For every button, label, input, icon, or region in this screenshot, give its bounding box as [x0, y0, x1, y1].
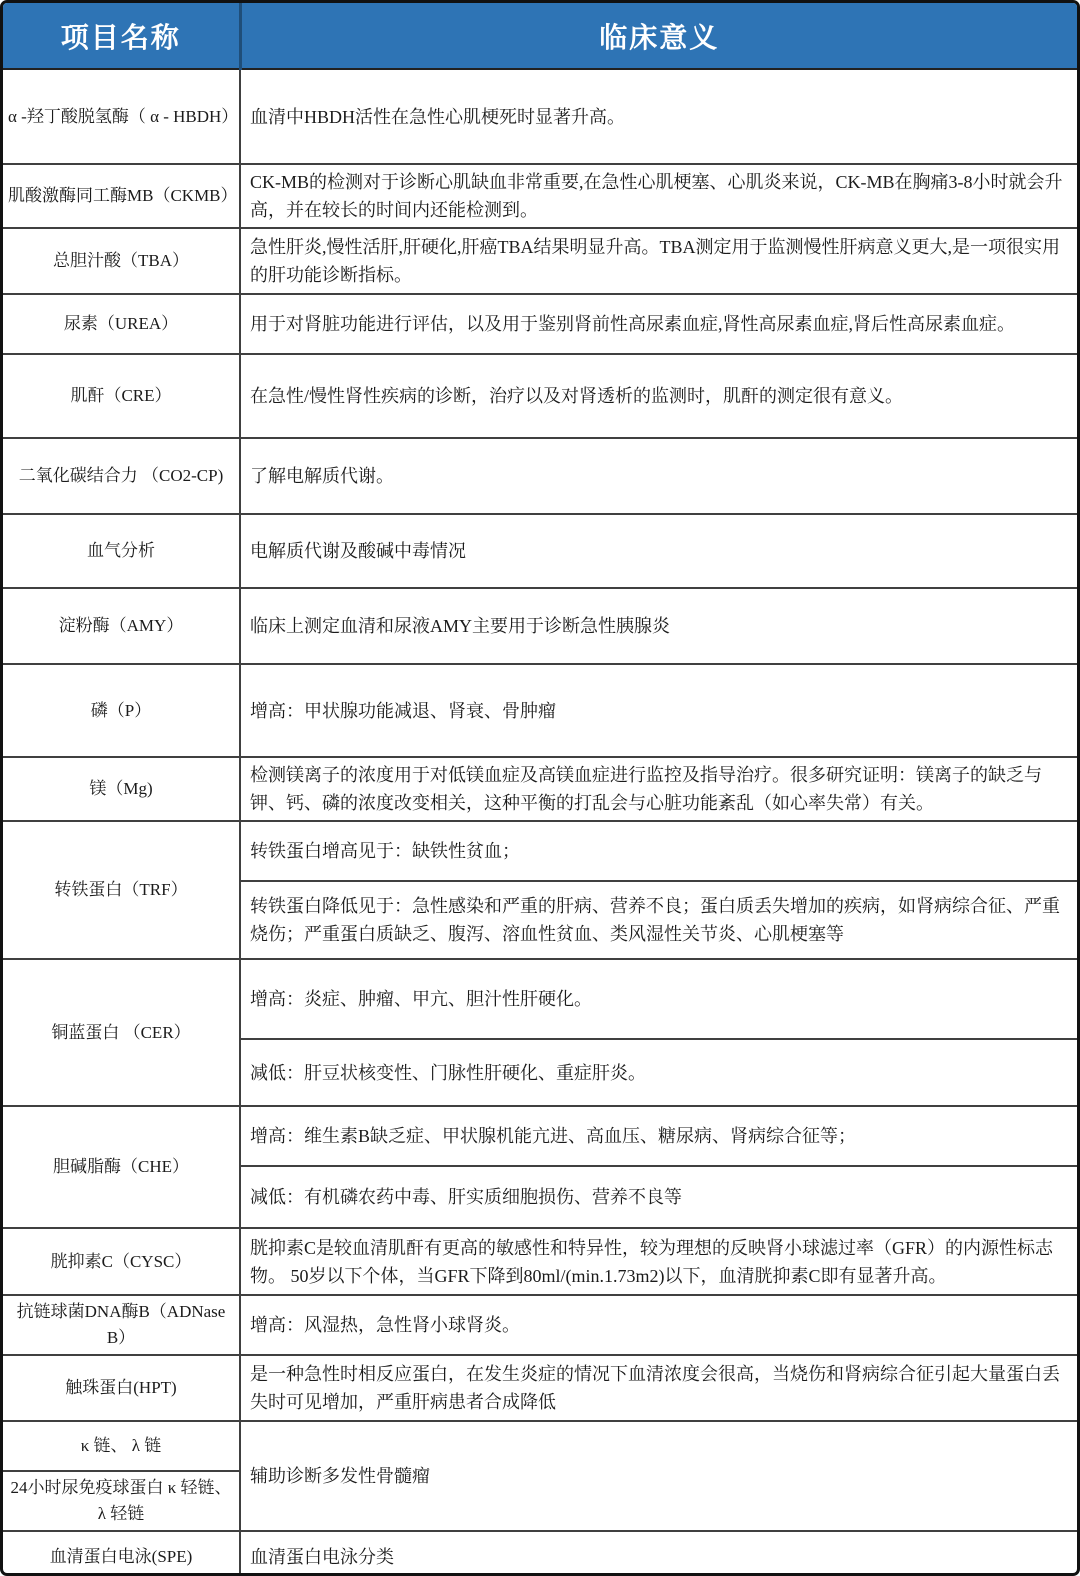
clinical-significance-cell: 转铁蛋白增高见于：缺铁性贫血；: [240, 821, 1077, 881]
table-row-tba: [3, 228, 1077, 294]
lab-test-table: [3, 3, 1077, 1576]
clinical-significance-cell: CK-MB的检测对于诊断心肌缺血非常重要,在急性心肌梗塞、心肌炎来说，CK-MB在胸痛3-8小时就会升高，并在较长的时间内还能检测到。: [240, 164, 1077, 228]
table-header-row: [3, 3, 1077, 69]
table-row-urea: [3, 294, 1077, 354]
item-name-cell: κ 链、 λ 链: [3, 1421, 240, 1471]
table-row-che-increase: [3, 1106, 1077, 1166]
clinical-significance-cell: 增高：风湿热，急性肾小球肾炎。: [240, 1295, 1077, 1355]
clinical-significance-cell: 急性肝炎,慢性活肝,肝硬化,肝癌TBA结果明显升高。TBA测定用于监测慢性肝病意义更大,是一项很实用的肝功能诊断指标。: [240, 228, 1077, 294]
clinical-significance-cell: 增高：维生素B缺乏症、甲状腺机能亢进、高血压、糖尿病、肾病综合征等；: [240, 1106, 1077, 1166]
clinical-significance-cell: 检测镁离子的浓度用于对低镁血症及高镁血症进行监控及指导治疗。很多研究证明：镁离子的缺乏与钾、钙、磷的浓度改变相关，这种平衡的打乱会与心脏功能紊乱（如心率失常）有关。: [240, 757, 1077, 821]
table-row-kappa-lambda: [3, 1421, 1077, 1471]
item-name-cell: 二氧化碳结合力 （CO2-CP): [3, 438, 240, 514]
clinical-significance-cell: 临床上测定血清和尿液AMY主要用于诊断急性胰腺炎: [240, 588, 1077, 664]
table-row-blood-gas: [3, 514, 1077, 588]
table-row-hbdh: [3, 69, 1077, 164]
clinical-significance-cell: 转铁蛋白降低见于：急性感染和严重的肝病、营养不良；蛋白质丢失增加的疾病，如肾病综合征、严重烧伤；严重蛋白质缺乏、腹泻、溶血性贫血、类风湿性关节炎、心肌梗塞等: [240, 881, 1077, 959]
item-name-cell: 磷（P）: [3, 664, 240, 757]
table-row-amy: [3, 588, 1077, 664]
column-header-clinical-significance: 临床意义: [240, 3, 1077, 69]
clinical-significance-cell: 血清中HBDH活性在急性心肌梗死时显著升高。: [240, 69, 1077, 164]
item-name-cell: 血清蛋白电泳(SPE): [3, 1531, 240, 1576]
item-name-cell: 肌酐（CRE）: [3, 354, 240, 438]
item-name-cell: 触珠蛋白(HPT): [3, 1355, 240, 1421]
table-row-hpt: [3, 1355, 1077, 1421]
table-row-cer-increase: [3, 959, 1077, 1039]
clinical-significance-cell: 胱抑素C是较血清肌酐有更高的敏感性和特异性，较为理想的反映肾小球滤过率（GFR）的内源性标志物。 50岁以下个体，当GFR下降到80ml/(min.1.73m2)以下，血清胱抑素C即有显著升高。: [240, 1228, 1077, 1295]
item-name-cell: 镁（Mg): [3, 757, 240, 821]
table-row-cysc: [3, 1228, 1077, 1295]
table-row-spe: [3, 1531, 1077, 1576]
clinical-significance-cell: 是一种急性时相反应蛋白，在发生炎症的情况下血清浓度会很高，当烧伤和肾病综合征引起大量蛋白丢失时可见增加，严重肝病患者合成降低: [240, 1355, 1077, 1421]
clinical-significance-cell: 辅助诊断多发性骨髓瘤: [240, 1421, 1077, 1531]
table-row-phosphorus: [3, 664, 1077, 757]
clinical-significance-cell: 用于对肾脏功能进行评估，以及用于鉴别肾前性高尿素血症,肾性高尿素血症,肾后性高尿素血症。: [240, 294, 1077, 354]
clinical-significance-cell: 电解质代谢及酸碱中毒情况: [240, 514, 1077, 588]
clinical-significance-cell: 血清蛋白电泳分类: [240, 1531, 1077, 1576]
table-row-ckmb: [3, 164, 1077, 228]
clinical-significance-cell: 增高：炎症、肿瘤、甲亢、胆汁性肝硬化。: [240, 959, 1077, 1039]
table-row-magnesium: [3, 757, 1077, 821]
item-name-cell: 尿素（UREA）: [3, 294, 240, 354]
table-row-trf-increase: [3, 821, 1077, 881]
table-row-cre: [3, 354, 1077, 438]
clinical-significance-cell: 减低：有机磷农药中毒、肝实质细胞损伤、营养不良等: [240, 1166, 1077, 1228]
clinical-significance-cell: 减低：肝豆状核变性、门脉性肝硬化、重症肝炎。: [240, 1039, 1077, 1106]
item-name-cell: 胆碱脂酶（CHE）: [3, 1106, 240, 1228]
item-name-cell: 铜蓝蛋白 （CER）: [3, 959, 240, 1106]
clinical-significance-cell: 了解电解质代谢。: [240, 438, 1077, 514]
item-name-cell: 血气分析: [3, 514, 240, 588]
table-row-adnaseb: [3, 1295, 1077, 1355]
item-name-cell: 总胆汁酸（TBA）: [3, 228, 240, 294]
item-name-cell: α -羟丁酸脱氢酶（ α - HBDH）: [3, 69, 240, 164]
clinical-significance-cell: 增高：甲状腺功能减退、肾衰、骨肿瘤: [240, 664, 1077, 757]
clinical-significance-cell: 在急性/慢性肾性疾病的诊断，治疗以及对肾透析的监测时，肌酐的测定很有意义。: [240, 354, 1077, 438]
item-name-cell: 抗链球菌DNA酶B（ADNase B）: [3, 1295, 240, 1355]
column-header-item-name: 项目名称: [3, 3, 240, 69]
item-name-cell: 肌酸激酶同工酶MB（CKMB）: [3, 164, 240, 228]
item-name-cell: 胱抑素C（CYSC）: [3, 1228, 240, 1295]
item-name-cell: 淀粉酶（AMY）: [3, 588, 240, 664]
table-row-co2cp: [3, 438, 1077, 514]
item-name-cell: 24小时尿免疫球蛋白 κ 轻链、λ 轻链: [3, 1471, 240, 1531]
item-name-cell: 转铁蛋白（TRF）: [3, 821, 240, 959]
